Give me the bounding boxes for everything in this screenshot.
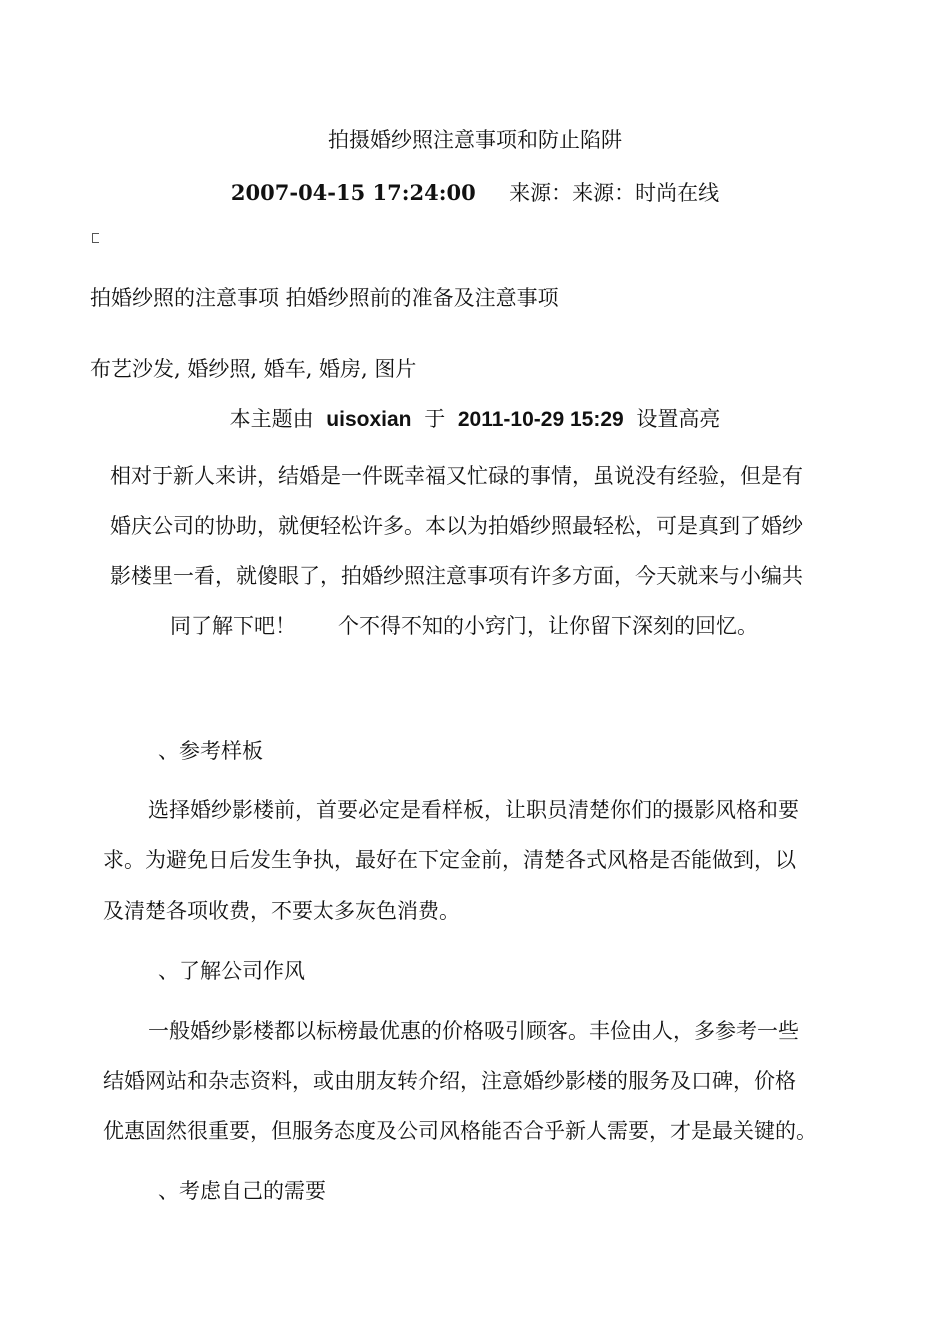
intro-line: 同了解下吧！ 个不得不知的小窍门，让你留下深刻的回忆。 [170, 614, 758, 638]
intro-line: 婚庆公司的协助，就便轻松许多。本以为拍婚纱照最轻松，可是真到了婚纱 [110, 514, 803, 538]
meta-line [0, 178, 950, 208]
source-label: 来源：来源：时尚在线 [509, 181, 720, 205]
paragraph-line: 求。为避免日后发生争执，最好在下定金前，清楚各式风格是否能做到，以 [103, 848, 796, 872]
highlight-datetime: 2011-10-29 15:29 [457, 408, 624, 431]
tags-line: 布艺沙发, 婚纱照, 婚车, 婚房, 图片 [90, 357, 417, 381]
section-heading: 、了解公司作风 [158, 959, 305, 983]
document-subtitle: 拍婚纱照的注意事项 拍婚纱照前的准备及注意事项 [90, 286, 559, 310]
paragraph-line: 及清楚各项收费，不要太多灰色消费。 [103, 899, 460, 923]
document-title: 拍摄婚纱照注意事项和防止陷阱 [328, 128, 622, 152]
paragraph-line: 一般婚纱影楼都以标榜最优惠的价格吸引顾客。丰俭由人，多参考一些 [148, 1019, 799, 1043]
highlight-mid: 于 [424, 407, 446, 431]
section-heading: 、参考样板 [158, 739, 263, 763]
paragraph-line: 选择婚纱影楼前，首要必定是看样板，让职员清楚你们的摄影风格和要 [148, 798, 799, 822]
section-heading: 、考虑自己的需要 [158, 1179, 326, 1203]
highlight-suffix: 设置高亮 [636, 407, 721, 431]
paragraph-line: 结婚网站和杂志资料，或由朋友转介绍，注意婚纱影楼的服务及口碑，价格 [103, 1069, 796, 1093]
highlight-notice [0, 404, 950, 435]
highlight-prefix: 本主题由 [229, 407, 314, 431]
publish-datetime: 2007-04-15 17:24:00 [230, 180, 476, 205]
intro-line: 相对于新人来讲，结婚是一件既幸福又忙碌的事情，虽说没有经验，但是有 [110, 464, 803, 488]
highlight-user: uisoxian [326, 408, 412, 431]
intro-line: 影楼里一看，就傻眼了，拍婚纱照注意事项有许多方面，今天就来与小编共 [110, 564, 803, 588]
paragraph-line: 优惠固然很重要，但服务态度及公司风格能否合乎新人需要，才是最关键的。 [103, 1119, 817, 1143]
broken-image-icon [92, 233, 99, 243]
